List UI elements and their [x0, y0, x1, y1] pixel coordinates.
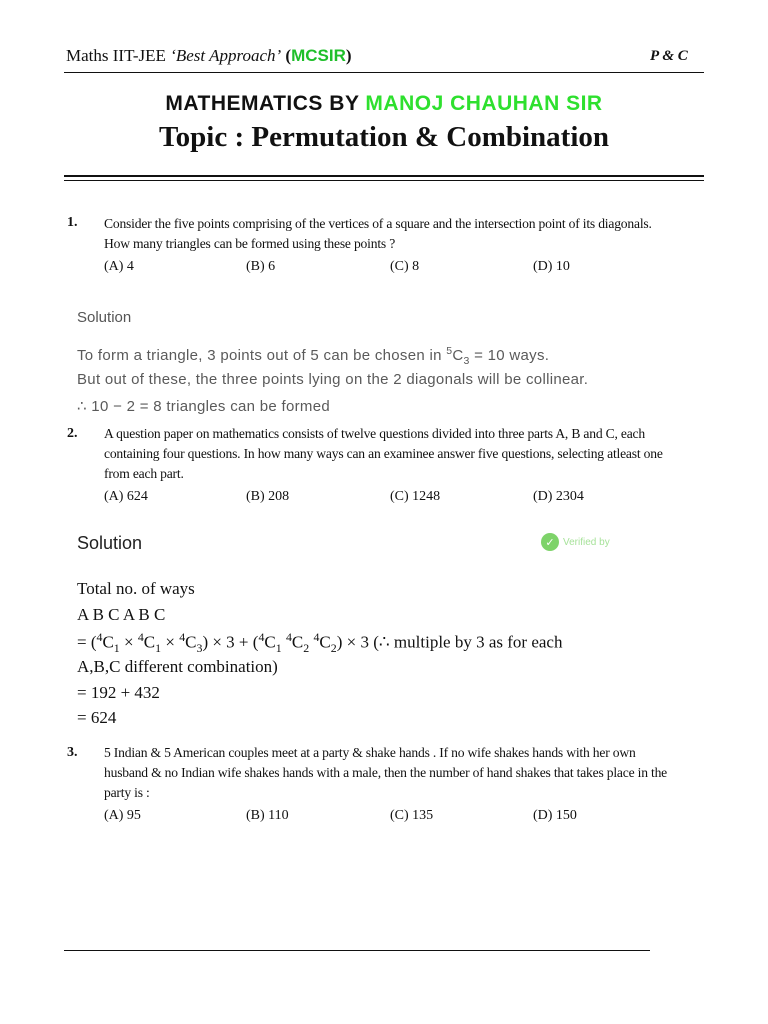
question-3-line: party is :	[104, 785, 150, 800]
header-paren-close: )	[345, 46, 352, 65]
combination-symbol: C	[452, 347, 464, 364]
footer-rule	[64, 950, 650, 951]
q2-option-a: (A) 624	[104, 489, 148, 504]
solution-1-line-1	[77, 345, 549, 367]
author-title	[0, 92, 768, 116]
solution-2-line-5: = 192 + 432	[77, 683, 160, 702]
solution-2-formula-tail: × 3 (∴ multiple by 3 as for each	[342, 632, 563, 652]
q2-option-d: (D) 2304	[533, 489, 584, 504]
question-3-line: husband & no Indian wife shakes hands with a male, then the number of hand shakes that takes place in the	[104, 765, 667, 780]
author-title-prefix: MATHEMATICS BY	[165, 92, 366, 115]
question-2-line: A question paper on mathematics consists of twelve questions divided into three parts A, B and C, each	[104, 426, 645, 441]
question-text-3	[104, 743, 704, 803]
question-text-2	[104, 424, 704, 484]
solution-1-line-3: ∴ 10 − 2 = 8 triangles can be formed	[77, 398, 330, 415]
header-brand: MCSIR	[291, 46, 346, 65]
topic-title: Topic : Permutation & Combination	[158, 121, 610, 153]
question-text-1	[104, 214, 704, 254]
q3-option-d: (D) 150	[533, 808, 577, 823]
title-rule-thick	[64, 175, 704, 177]
subscript: 3	[463, 355, 470, 367]
running-header	[66, 46, 352, 66]
solution-1-text: To form a triangle, 3 points out of 5 can be chosen in	[77, 347, 447, 364]
question-3-line: 5 Indian & 5 American couples meet at a party & shake hands . If no wife shakes hands with her own	[104, 745, 636, 760]
header-prefix: Maths IIT-JEE	[66, 46, 171, 65]
solution-2-heading: Solution	[77, 533, 143, 553]
question-number-2: 2.	[67, 426, 78, 441]
q2-option-c: (C) 1248	[390, 489, 441, 504]
question-1-line: Consider the five points comprising of the vertices of a square and the intersection point of its diagonals.	[104, 216, 652, 231]
solution-2-line-2: A B C A B C	[77, 605, 166, 624]
header-chapter-tag: P & C	[650, 48, 688, 64]
solution-2-line-6: = 624	[77, 708, 117, 727]
solution-1-text: = 10 ways.	[469, 347, 550, 364]
question-1-line: How many triangles can be formed using these points ?	[104, 236, 396, 251]
superscript: 5	[446, 345, 453, 357]
q1-option-d: (D) 10	[533, 259, 570, 274]
q3-option-a: (A) 95	[104, 808, 141, 823]
question-number-3: 3.	[67, 745, 78, 760]
solution-2-line-1: Total no. of ways	[77, 579, 195, 598]
header-rule	[64, 72, 704, 73]
question-2-line: from each part.	[104, 466, 184, 481]
q3-option-c: (C) 135	[390, 808, 434, 823]
solution-1-line-2: But out of these, the three points lying on the 2 diagonals will be collinear.	[77, 371, 589, 388]
question-number-1: 1.	[67, 215, 78, 230]
check-shield-icon: ✓	[541, 533, 559, 551]
q1-option-c: (C) 8	[390, 259, 420, 274]
title-rule-thin	[64, 180, 704, 181]
q1-option-b: (B) 6	[246, 259, 276, 274]
question-2-line: containing four questions. In how many ways can an examinee answer five questions, selecting atleast one	[104, 446, 663, 461]
q2-option-b: (B) 208	[246, 489, 290, 504]
solution-2-line-4: A,B,C different combination)	[77, 657, 278, 676]
verified-badge	[541, 532, 610, 552]
q1-option-a: (A) 4	[104, 259, 134, 274]
solution-2-formula: = $(^4C_1 \times ^4C_1 \times ^4C_3) \times 3 + (^4C_1$ $^4C_2$ $^4C_2) \times 3$ (∴ multiple by 3 as for each	[77, 630, 563, 656]
header-italic: ‘Best Approach’	[170, 46, 282, 65]
verified-label: Verified by	[563, 536, 610, 548]
header-paren-open: (	[281, 46, 292, 65]
author-name: MANOJ CHAUHAN SIR	[365, 92, 603, 115]
q3-option-b: (B) 110	[246, 808, 289, 823]
solution-1-heading: Solution	[77, 309, 132, 326]
